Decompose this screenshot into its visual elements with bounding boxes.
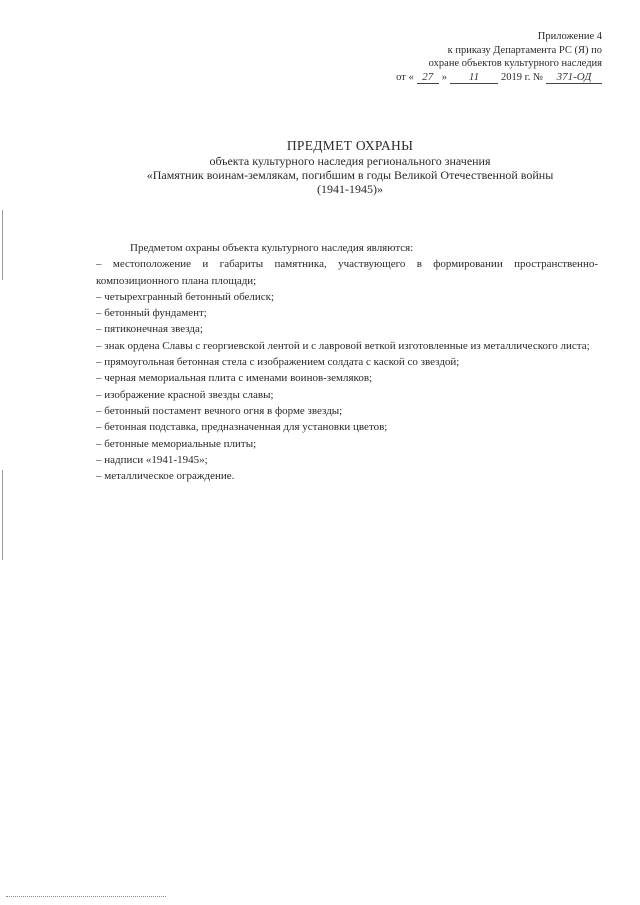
annex-department: охране объектов культурного наследия [428, 58, 602, 69]
protection-subject-list [96, 240, 598, 484]
annex-header [342, 30, 602, 84]
list-item: – местоположение и габариты памятника, участвующего в формировании пространственно-композиционного плана площади; [96, 258, 598, 287]
annex-order-ref: к приказу Департамента РС (Я) по [447, 44, 602, 56]
title-object-years: (1941-1945)» [317, 182, 383, 196]
scan-edge-mark [2, 210, 3, 280]
list-item: – знак ордена Славы с георгиевской лентой и с лавровой веткой изготовленные из металлического листа; [96, 339, 590, 352]
scan-edge-mark [2, 470, 3, 560]
list-item: – бетонная подставка, предназначенная для установки цветов; [96, 421, 388, 434]
list-item: – надписи «1941-1945»; [96, 453, 208, 466]
list-item: – черная мемориальная плита с именами воинов-земляков; [96, 372, 373, 385]
order-year: 2019 г. № [500, 71, 543, 83]
order-day: 27 [417, 72, 439, 84]
order-mid: » [441, 71, 447, 83]
list-item: – четырехгранный бетонный обелиск; [96, 290, 275, 303]
annex-title: Приложение 4 [537, 31, 602, 42]
list-item: – прямоугольная бетонная стела с изображением солдата с каской со звездой; [96, 356, 460, 369]
list-item: – бетонный фундамент; [96, 307, 207, 320]
list-item: – металлическое ограждение. [96, 470, 235, 483]
list-item: – изображение красной звезды славы; [96, 388, 274, 401]
list-item: – пятиконечная звезда; [96, 323, 203, 336]
order-date-number [342, 71, 602, 85]
document-title-block [110, 137, 590, 196]
order-month: 11 [450, 72, 498, 84]
order-prefix: от « [396, 71, 414, 83]
list-intro: Предметом охраны объекта культурного наследия являются: [130, 242, 414, 254]
list-item: – бетонные мемориальные плиты; [96, 437, 257, 450]
list-item: – бетонный постамент вечного огня в форме звезды; [96, 404, 343, 417]
scan-bottom-mark [6, 896, 166, 897]
title-object-type: объекта культурного наследия регионального значения [209, 154, 491, 168]
document-title: ПРЕДМЕТ ОХРАНЫ [286, 138, 414, 153]
order-number: 371-ОД [546, 72, 602, 84]
title-object-name: «Памятник воинам-землякам, погибшим в годы Великой Отечественной войны [146, 168, 554, 182]
